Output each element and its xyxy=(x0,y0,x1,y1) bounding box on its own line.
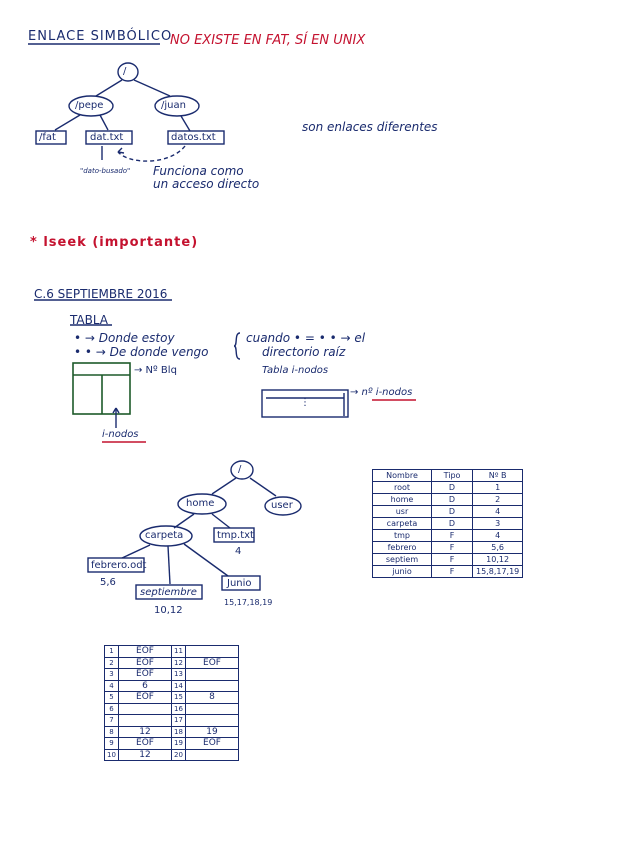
block-num: 7 xyxy=(105,715,119,727)
block-num: 1 xyxy=(105,646,119,658)
block-value xyxy=(119,715,172,727)
block-num: 14 xyxy=(172,680,186,692)
cell-blocks: 4 xyxy=(473,530,523,542)
cell-name: febrero xyxy=(373,542,432,554)
block-num: 18 xyxy=(172,726,186,738)
cell-type: D xyxy=(432,494,473,506)
block-value xyxy=(119,703,172,715)
bullet-donde-estoy: • → Donde estoy xyxy=(74,331,175,345)
block-value xyxy=(186,669,239,681)
tree1-fat: /fat xyxy=(39,132,56,143)
inode-table xyxy=(372,469,523,578)
block-value: 8 xyxy=(186,692,239,704)
cell-name: carpeta xyxy=(373,518,432,530)
brace-line1: cuando • = • • → el xyxy=(246,331,366,345)
section1-title: ENLACE SIMBÓLICO xyxy=(28,29,173,44)
cell-name: tmp xyxy=(373,530,432,542)
brace-line2: directorio raíz xyxy=(262,345,346,359)
tree1-dat-juan: datos.txt xyxy=(171,132,216,143)
inodos-label: i-nodos xyxy=(102,429,139,440)
tree2-junio: Junio xyxy=(227,578,252,589)
cell-blocks: 1 xyxy=(473,482,523,494)
tree2-febrero: febrero.odt xyxy=(91,560,147,571)
block-value: EOF xyxy=(119,738,172,750)
cell-blocks: 10,12 xyxy=(473,554,523,566)
n-inodos-label: → nº i-nodos xyxy=(350,387,413,398)
block-value: EOF xyxy=(119,646,172,658)
tree2-tmp: tmp.txt xyxy=(217,530,254,541)
block-value xyxy=(186,749,239,761)
block-num: 3 xyxy=(105,669,119,681)
block-num: 5 xyxy=(105,692,119,704)
tree1-dat-pepe: dat.txt xyxy=(90,132,124,143)
cell-name: home xyxy=(373,494,432,506)
table-row xyxy=(373,506,523,518)
tree2-septiembre: septiembre xyxy=(140,587,197,598)
cell-blocks: 3 xyxy=(473,518,523,530)
block-num: 6 xyxy=(105,703,119,715)
block-num: 16 xyxy=(172,703,186,715)
cell-blocks: 5,6 xyxy=(473,542,523,554)
tree2-home: home xyxy=(186,498,215,509)
block-value: 12 xyxy=(119,726,172,738)
lseek-note: * lseek (importante) xyxy=(30,235,199,250)
cell-type: D xyxy=(432,518,473,530)
block-value: 6 xyxy=(119,680,172,692)
link-label: "dato-busado" xyxy=(80,167,131,175)
tree2-carpeta: carpeta xyxy=(145,530,184,541)
table-row xyxy=(105,680,239,692)
cell-blocks: 2 xyxy=(473,494,523,506)
inode-table-header xyxy=(373,470,523,482)
block-value: 19 xyxy=(186,726,239,738)
tree2-root: / xyxy=(238,464,242,475)
block-num: 13 xyxy=(172,669,186,681)
table-row xyxy=(105,738,239,750)
tree1-juan: /juan xyxy=(161,100,186,111)
table-row xyxy=(105,657,239,669)
table-row xyxy=(105,646,239,658)
header-nombre: Nombre xyxy=(373,470,432,482)
header-tipo: Tipo xyxy=(432,470,473,482)
section3-title: C.6 SEPTIEMBRE 2016 xyxy=(34,287,168,301)
inode-dots: ⋮ xyxy=(300,397,310,408)
block-value xyxy=(186,715,239,727)
block-num: 2 xyxy=(105,657,119,669)
tabla-inodos-label: Tabla i-nodos xyxy=(262,365,329,376)
block-num: 20 xyxy=(172,749,186,761)
block-num: 8 xyxy=(105,726,119,738)
block-num: 12 xyxy=(172,657,186,669)
table-row xyxy=(373,518,523,530)
cell-blocks: 4 xyxy=(473,506,523,518)
block-value: EOF xyxy=(186,738,239,750)
block-num: 19 xyxy=(172,738,186,750)
tree1-root: / xyxy=(123,66,127,77)
block-value xyxy=(186,680,239,692)
funciona-line2: un acceso directo xyxy=(153,177,260,191)
cell-type: F xyxy=(432,542,473,554)
block-value: EOF xyxy=(119,692,172,704)
funciona-line1: Funciona como xyxy=(153,164,244,178)
block-value: 12 xyxy=(119,749,172,761)
cell-name: junio xyxy=(373,566,432,578)
tree2-septiembre-num: 10,12 xyxy=(154,605,183,616)
block-num: 10 xyxy=(105,749,119,761)
table-row xyxy=(373,554,523,566)
table-row xyxy=(105,726,239,738)
table-row xyxy=(373,566,523,578)
cell-type: D xyxy=(432,506,473,518)
nblq-label: → Nº Blq xyxy=(134,365,177,376)
cell-type: F xyxy=(432,554,473,566)
block-num: 15 xyxy=(172,692,186,704)
table-row xyxy=(105,692,239,704)
block-value xyxy=(186,703,239,715)
tree2-junio-num: 15,17,18,19 xyxy=(224,598,273,607)
block-num: 17 xyxy=(172,715,186,727)
cell-name: usr xyxy=(373,506,432,518)
cell-type: D xyxy=(432,482,473,494)
fat-note: NO EXISTE EN FAT, SÍ EN UNIX xyxy=(170,33,366,48)
table-row xyxy=(105,715,239,727)
table-row xyxy=(373,542,523,554)
table-row xyxy=(373,530,523,542)
block-num: 4 xyxy=(105,680,119,692)
table-row xyxy=(105,669,239,681)
header-nb: Nº B xyxy=(473,470,523,482)
tree2-tmp-num: 4 xyxy=(235,546,242,557)
block-num: 9 xyxy=(105,738,119,750)
cell-type: F xyxy=(432,566,473,578)
cell-blocks: 15,8,17,19 xyxy=(473,566,523,578)
table-row xyxy=(373,482,523,494)
cell-type: F xyxy=(432,530,473,542)
table-row xyxy=(105,703,239,715)
tabla-label: TABLA xyxy=(70,313,109,327)
table-row xyxy=(373,494,523,506)
block-table xyxy=(104,645,239,761)
block-value xyxy=(186,646,239,658)
block-num: 11 xyxy=(172,646,186,658)
block-value: EOF xyxy=(186,657,239,669)
block-value: EOF xyxy=(119,669,172,681)
side-note: son enlaces diferentes xyxy=(302,120,438,134)
table-row xyxy=(105,749,239,761)
tree1-pepe: /pepe xyxy=(75,100,104,111)
cell-name: root xyxy=(373,482,432,494)
bullet-donde-vengo: • • → De donde vengo xyxy=(74,345,209,359)
tree2-user: user xyxy=(271,500,293,511)
block-value: EOF xyxy=(119,657,172,669)
tree2-febrero-num: 5,6 xyxy=(100,577,116,588)
cell-name: septiem xyxy=(373,554,432,566)
